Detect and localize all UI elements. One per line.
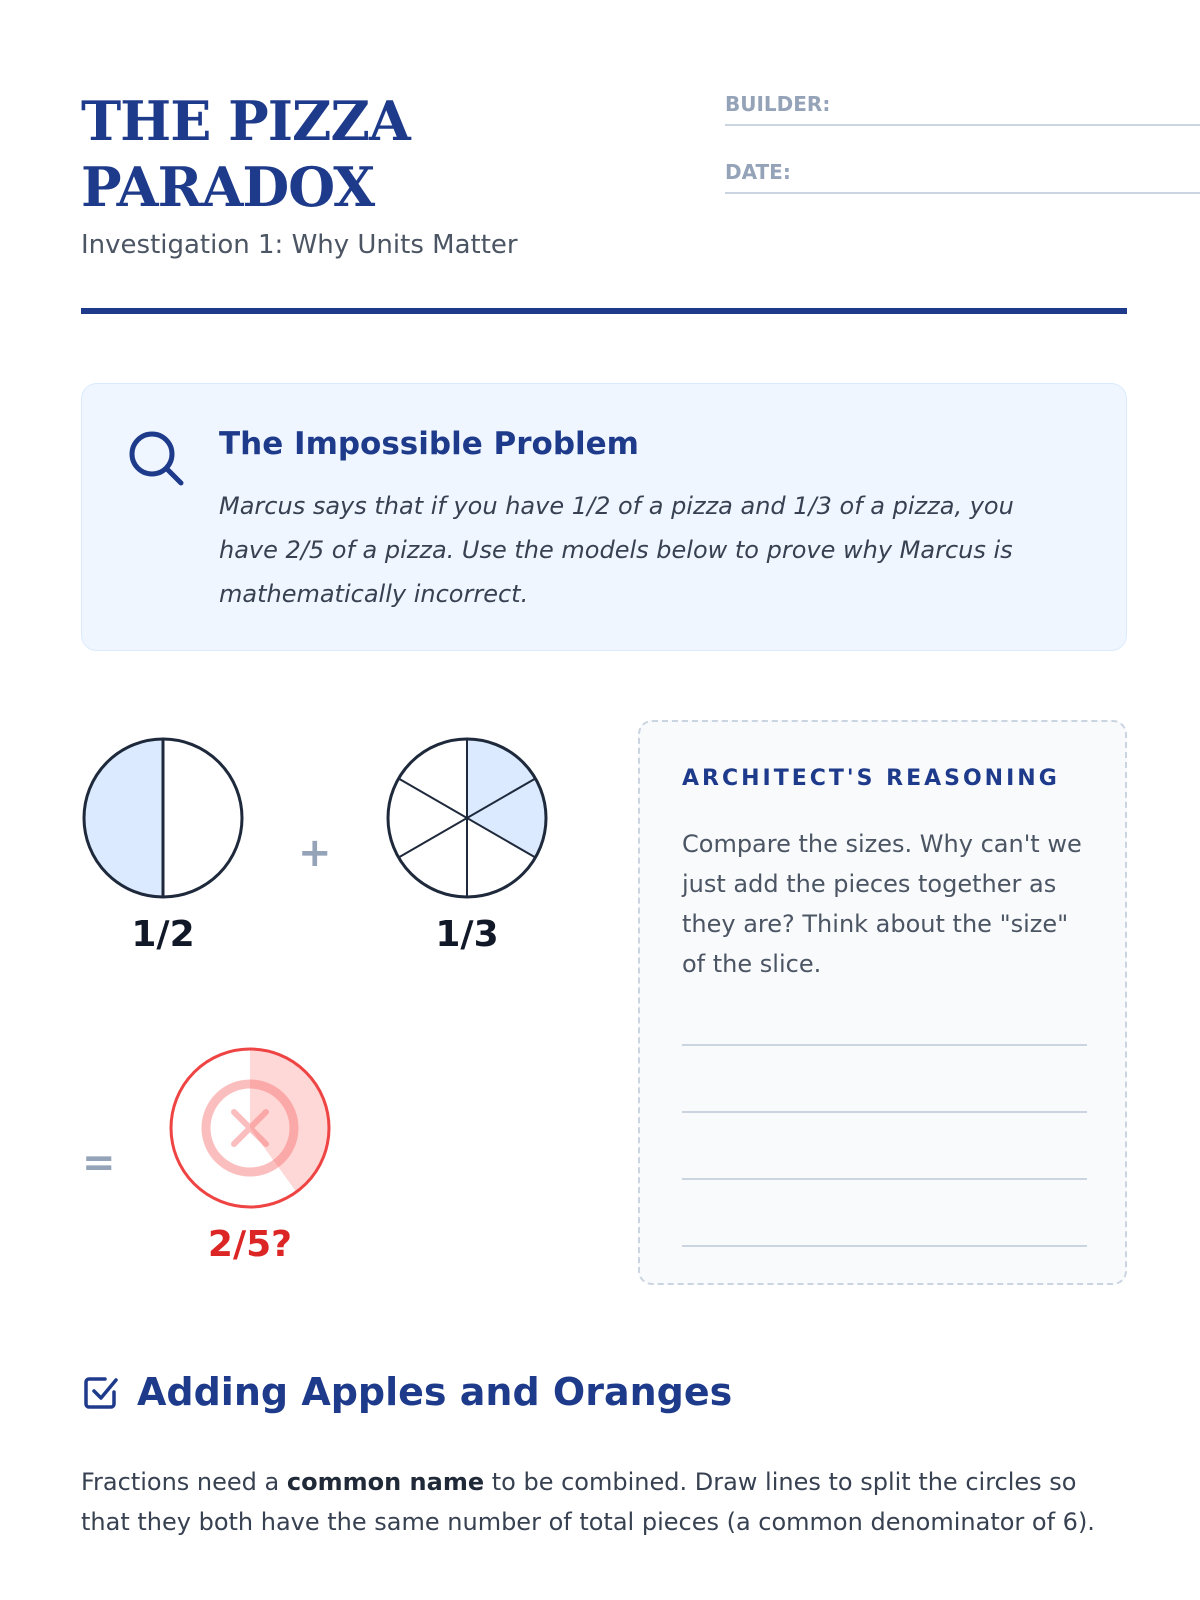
instructions-text xyxy=(81,1462,1131,1542)
wrong-answer-model xyxy=(168,1046,332,1210)
section-header xyxy=(81,1370,732,1414)
problem-text: Marcus says that if you have 1/2 of a pizza and 1/3 of a pizza, you have 2/5 of a pizza. Use the models below to prove why Marcus is mathematically incorrect. xyxy=(219,492,1014,608)
date-field[interactable] xyxy=(725,156,1200,194)
reasoning-title: ARCHITECT'S REASONING xyxy=(682,766,1060,791)
section-title: Adding Apples and Oranges xyxy=(137,1370,733,1414)
search-icon xyxy=(126,428,186,488)
third-pizza-model xyxy=(385,736,549,900)
page-title: THE PIZZA PARADOX xyxy=(81,89,410,219)
checkbox-icon xyxy=(81,1372,121,1412)
header-divider xyxy=(81,308,1127,314)
instructions-text-end: to be combined. Draw lines to split the circles so that they both have the same number of total pieces (a common denominator of 6). xyxy=(81,1468,1095,1536)
problem-card xyxy=(81,383,1127,651)
answer-line[interactable] xyxy=(682,1111,1087,1113)
instructions-text-start: Fractions need a xyxy=(81,1468,287,1496)
wrong-answer-label: 2/5? xyxy=(207,1224,293,1265)
half-label: 1/2 xyxy=(131,914,195,955)
third-label: 1/3 xyxy=(435,914,499,955)
reasoning-box xyxy=(638,720,1127,1285)
plus-sign: + xyxy=(298,830,332,876)
reasoning-prompt: Compare the sizes. Why can't we just add the pieces together as they are? Think about the "size" of the slice. xyxy=(682,830,1082,978)
answer-line[interactable] xyxy=(682,1245,1087,1247)
meta-fields xyxy=(725,88,1200,224)
date-label: DATE: xyxy=(725,160,791,184)
worksheet-header xyxy=(81,88,1126,260)
answer-line[interactable] xyxy=(682,1044,1087,1046)
answer-line[interactable] xyxy=(682,1178,1087,1180)
half-pizza-model xyxy=(81,736,245,900)
instructions-emphasis: common name xyxy=(286,1468,485,1496)
page-subtitle: Investigation 1: Why Units Matter xyxy=(81,230,518,260)
builder-label: BUILDER: xyxy=(725,92,831,116)
builder-field[interactable] xyxy=(725,88,1200,126)
equals-sign: = xyxy=(82,1140,116,1186)
problem-title: The Impossible Problem xyxy=(219,426,639,462)
